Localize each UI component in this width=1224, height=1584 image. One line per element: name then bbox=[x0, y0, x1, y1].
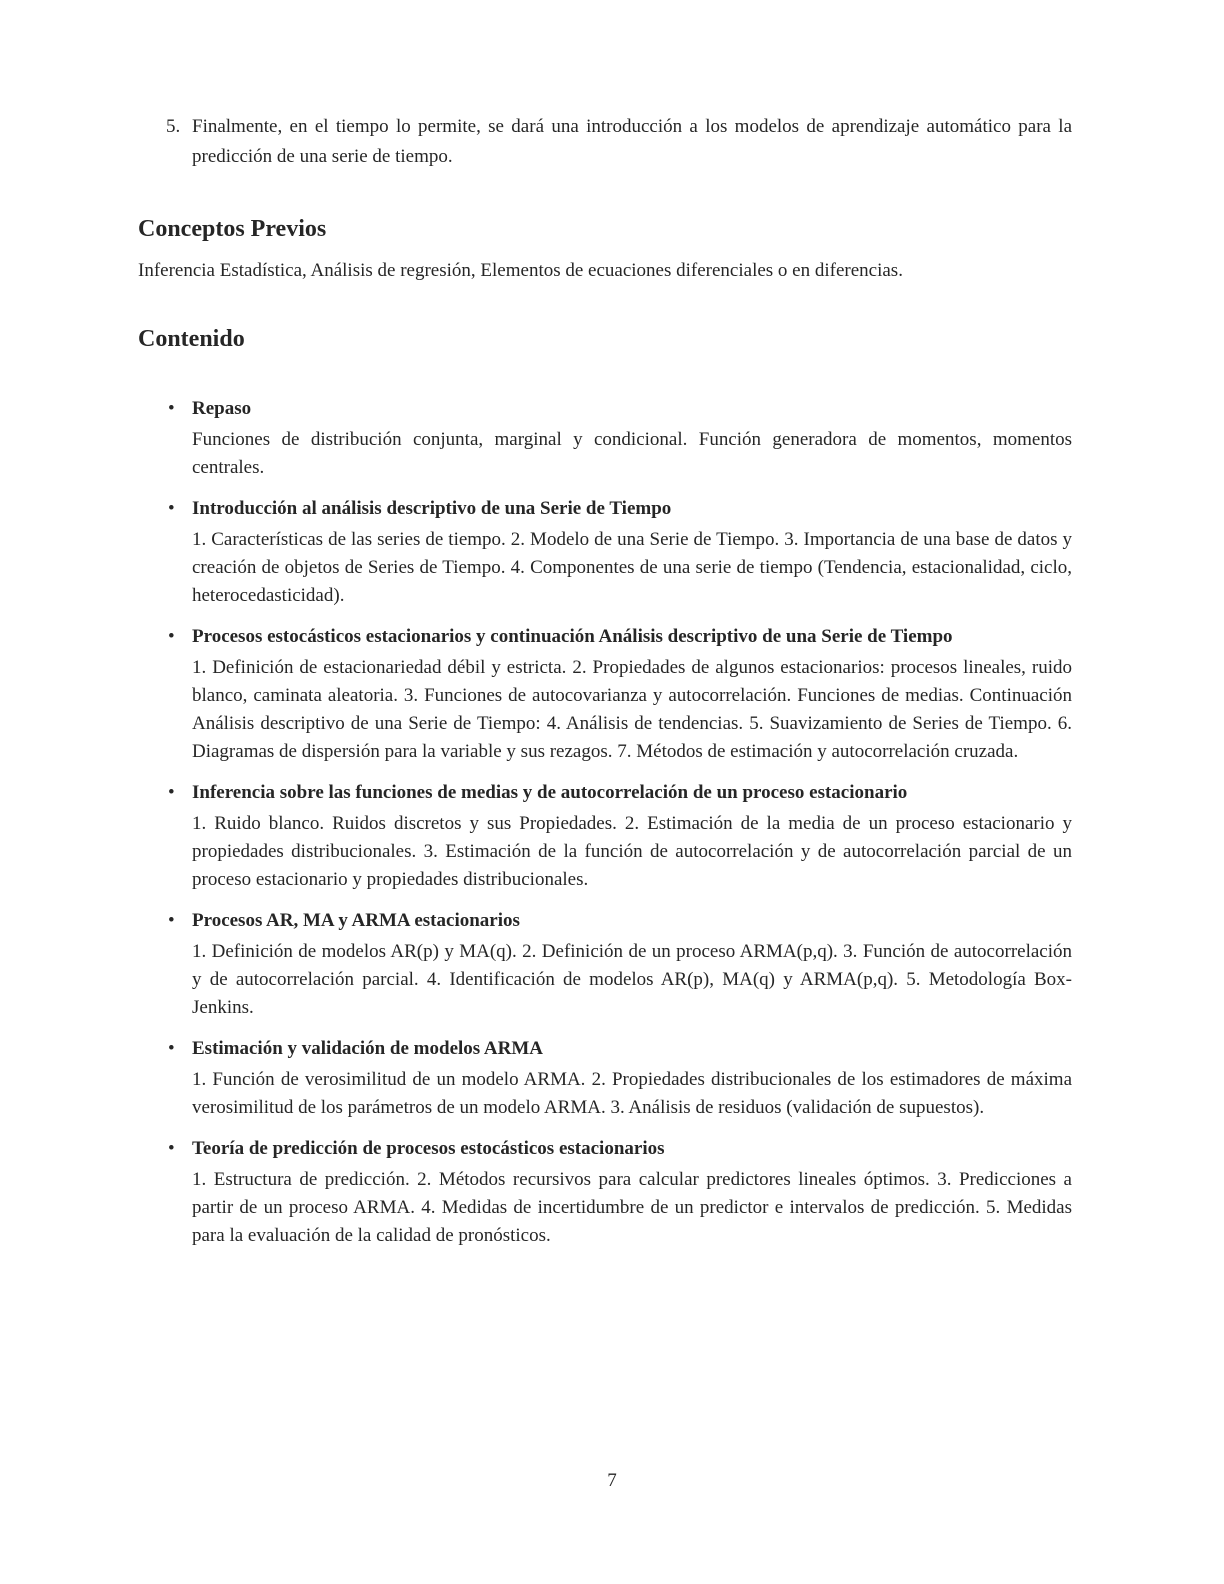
bullet-icon: • bbox=[168, 910, 175, 931]
bullet-icon: • bbox=[168, 1138, 175, 1159]
topic-body: 1. Función de verosimilitud de un modelo ARMA. 2. Propiedades distribucionales de los estimadores de máxima verosimilitud de los parámetros de un modelo ARMA. 3. Análisis de residuos (validación de supuestos). bbox=[192, 1069, 1072, 1118]
bullet-icon: • bbox=[168, 1038, 175, 1059]
numbered-list-item bbox=[138, 112, 1072, 172]
bullet-icon: • bbox=[168, 626, 175, 647]
topic-title: Teoría de predicción de procesos estocásticos estacionarios bbox=[192, 1138, 665, 1159]
topic-title: Introducción al análisis descriptivo de una Serie de Tiempo bbox=[192, 498, 672, 519]
topic-item bbox=[138, 494, 1072, 610]
topic-item bbox=[138, 394, 1072, 482]
topic-item bbox=[138, 622, 1072, 766]
bullet-icon: • bbox=[168, 498, 175, 519]
topic-item bbox=[138, 906, 1072, 1022]
topic-body: 1. Definición de modelos AR(p) y MA(q). 2. Definición de un proceso ARMA(p,q). 3. Función de autocorrelación y de autocorrelación parcial. 4. Identificación de modelos AR(p), MA(q) y ARMA(p,q). 5. Metodología Box-Jenkins. bbox=[192, 941, 1072, 1018]
topic-title: Repaso bbox=[192, 398, 252, 419]
topic-title: Procesos AR, MA y ARMA estacionarios bbox=[192, 910, 520, 931]
topic-body: 1. Definición de estacionariedad débil y estricta. 2. Propiedades de algunos estacionarios: procesos lineales, ruido blanco, caminata aleatoria. 3. Funciones de autocovarianza y autocorrelación. Funciones de medias. Continuación Análisis descriptivo de una Serie de Tiempo: 4. Análisis de tendencias. 5. Suavizamiento de Series de Tiempo. 6. Diagramas de dispersión para la variable y sus rezagos. 7. Métodos de estimación y autocorrelación cruzada. bbox=[192, 657, 1072, 762]
section-heading-contents: Contenido bbox=[138, 326, 245, 352]
topic-title: Inferencia sobre las funciones de medias y de autocorrelación de un proceso estacionario bbox=[192, 782, 908, 803]
topic-body: Funciones de distribución conjunta, marginal y condicional. Función generadora de momentos, momentos centrales. bbox=[192, 429, 1072, 478]
bullet-icon: • bbox=[168, 398, 175, 419]
bullet-icon: • bbox=[168, 782, 175, 803]
topics-list bbox=[138, 394, 1072, 1250]
topic-title: Procesos estocásticos estacionarios y continuación Análisis descriptivo de una Serie de Tiempo bbox=[192, 626, 953, 647]
item-text: Finalmente, en el tiempo lo permite, se dará una introducción a los modelos de aprendizaje automático para la predicción de una serie de tiempo. bbox=[192, 116, 1072, 167]
prerequisites-text: Inferencia Estadística, Análisis de regresión, Elementos de ecuaciones diferenciales o en diferencias. bbox=[138, 260, 903, 281]
section-heading-prerequisites: Conceptos Previos bbox=[138, 216, 327, 242]
item-number: 5. bbox=[166, 116, 181, 137]
topic-body: 1. Características de las series de tiempo. 2. Modelo de una Serie de Tiempo. 3. Importancia de una base de datos y creación de objetos de Series de Tiempo. 4. Componentes de una serie de tiempo (Tendencia, estacionalidad, ciclo, heterocedasticidad). bbox=[192, 529, 1072, 606]
page-number: 7 bbox=[607, 1470, 617, 1491]
topic-title: Estimación y validación de modelos ARMA bbox=[192, 1038, 543, 1059]
topic-body: 1. Ruido blanco. Ruidos discretos y sus Propiedades. 2. Estimación de la media de un proceso estacionario y propiedades distribucionales. 3. Estimación de la función de autocorrelación y de autocorrelación parcial de un proceso estacionario y propiedades distribucionales. bbox=[192, 813, 1072, 890]
topic-item bbox=[138, 1034, 1072, 1122]
topic-body: 1. Estructura de predicción. 2. Métodos recursivos para calcular predictores lineales óptimos. 3. Predicciones a partir de un proceso ARMA. 4. Medidas de incertidumbre de un predictor e intervalos de predicción. 5. Medidas para la evaluación de la calidad de pronósticos. bbox=[192, 1169, 1072, 1246]
topic-item bbox=[138, 778, 1072, 894]
page-content bbox=[138, 112, 1072, 1262]
topic-item bbox=[138, 1134, 1072, 1250]
